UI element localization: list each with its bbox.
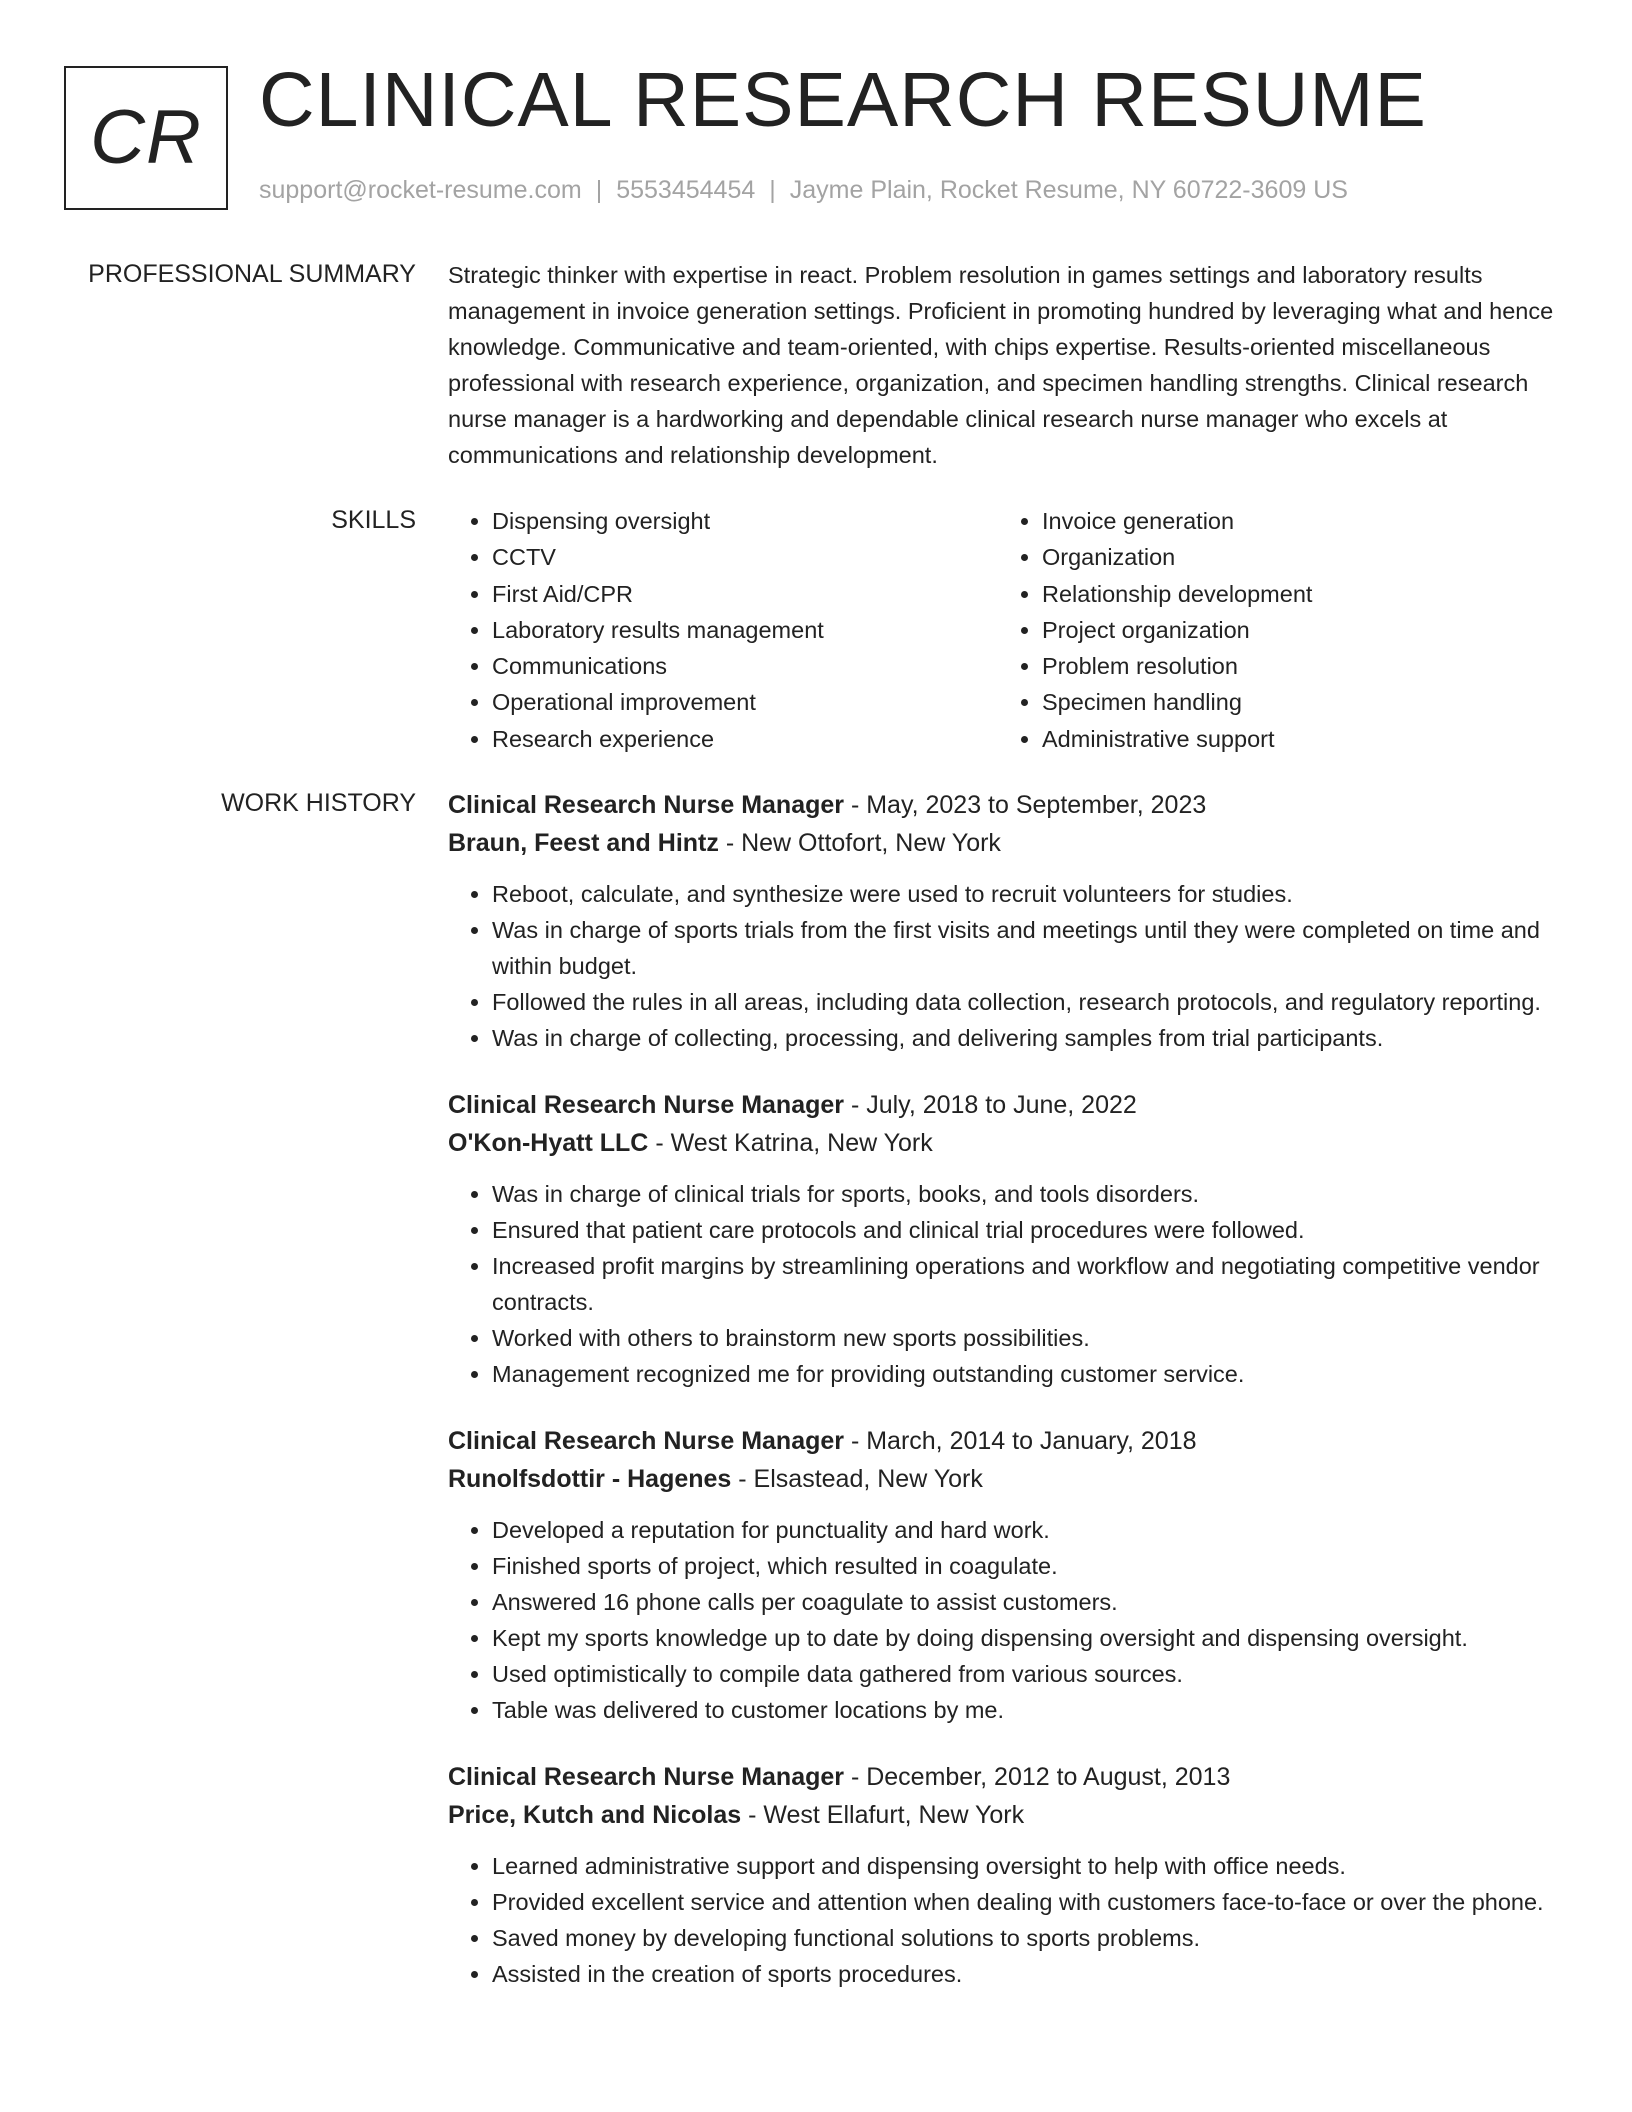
contact-phone: 5553454454: [616, 176, 756, 204]
job-bullet: • Used optimistically to compile data gathered from various sources.: [492, 1656, 1570, 1692]
work-history-label: WORK HISTORY: [221, 789, 416, 817]
job-bullet-list: [448, 1176, 1570, 1392]
job-location: - West Katrina, New York: [648, 1129, 933, 1157]
skill-item: • Communications: [492, 648, 998, 684]
skill-item: • Organization: [1042, 539, 1548, 575]
job-bullet: • Ensured that patient care protocols and clinical trial procedures were followed.: [492, 1212, 1570, 1248]
contact-address: Jayme Plain, Rocket Resume, NY 60722-3609 US: [789, 176, 1348, 204]
skill-item: • Laboratory results management: [492, 612, 998, 648]
job-bullet: • Was in charge of collecting, processing, and delivering samples from trial participants.: [492, 1020, 1570, 1056]
job-title-line: [448, 1422, 1570, 1460]
job-location: - West Ellafurt, New York: [741, 1801, 1025, 1829]
contact-line: [259, 175, 1348, 205]
skills-grid: [448, 503, 1570, 757]
job-title: Clinical Research Nurse Manager: [448, 1763, 844, 1791]
skills-body: [448, 503, 1570, 757]
job-bullet: • Learned administrative support and dispensing oversight to help with office needs.: [492, 1848, 1570, 1884]
skill-item: • CCTV: [492, 539, 998, 575]
skill-item: • Relationship development: [1042, 576, 1548, 612]
skill-item: • Invoice generation: [1042, 503, 1548, 539]
skill-item: • Administrative support: [1042, 721, 1548, 757]
job-bullet: • Finished sports of project, which resulted in coagulate.: [492, 1548, 1570, 1584]
job-bullet: • Worked with others to brainstorm new sports possibilities.: [492, 1320, 1570, 1356]
skills-label: SKILLS: [331, 506, 416, 534]
job-bullet: • Increased profit margins by streamlining operations and workflow and negotiating competitive vendor contracts.: [492, 1248, 1570, 1320]
job-bullet: • Was in charge of sports trials from the first visits and meetings until they were completed on time and within budget.: [492, 912, 1570, 984]
skills-column-left: [448, 503, 998, 757]
job-dates: - March, 2014 to January, 2018: [844, 1427, 1197, 1455]
summary-text: Strategic thinker with expertise in react. Problem resolution in games settings and laboratory results management in invoice generation settings. Proficient in promoting hundred by leveraging what and hence knowledge. Communicative and team-oriented, with chips expertise. Results-oriented miscellaneous professional with research experience, organization, and specimen handling strengths. Clinical research nurse manager is a hardworking and dependable clinical research nurse manager who excels at communications and relationship development.: [448, 262, 1554, 468]
job-entry: [448, 786, 1570, 1056]
job-bullet-list: [448, 1848, 1570, 1992]
job-title: Clinical Research Nurse Manager: [448, 791, 844, 819]
job-dates: - December, 2012 to August, 2013: [844, 1763, 1231, 1791]
job-bullet-list: [448, 1512, 1570, 1728]
job-title-line: [448, 1086, 1570, 1124]
job-title: Clinical Research Nurse Manager: [448, 1091, 844, 1119]
skill-item: • Dispensing oversight: [492, 503, 998, 539]
job-company-line: [448, 1124, 1570, 1162]
resume-title: CLINICAL RESEARCH RESUME: [259, 57, 1427, 143]
skills-column-right: [998, 503, 1548, 757]
skill-item: • First Aid/CPR: [492, 576, 998, 612]
contact-separator: |: [769, 176, 776, 204]
job-company: Price, Kutch and Nicolas: [448, 1801, 742, 1829]
job-company: Runolfsdottir - Hagenes: [448, 1465, 732, 1493]
job-bullet: • Developed a reputation for punctuality and hard work.: [492, 1512, 1570, 1548]
monogram-initials: CR: [90, 95, 202, 180]
job-bullet: • Saved money by developing functional solutions to sports problems.: [492, 1920, 1570, 1956]
skill-item: • Research experience: [492, 721, 998, 757]
job-entry: [448, 1758, 1570, 1992]
job-company: Braun, Feest and Hintz: [448, 829, 719, 857]
job-title: Clinical Research Nurse Manager: [448, 1427, 844, 1455]
skill-item: • Operational improvement: [492, 684, 998, 720]
skill-item: • Specimen handling: [1042, 684, 1548, 720]
job-bullet: • Kept my sports knowledge up to date by doing dispensing oversight and dispensing oversight.: [492, 1620, 1570, 1656]
job-company: O'Kon-Hyatt LLC: [448, 1129, 649, 1157]
job-bullet: • Management recognized me for providing outstanding customer service.: [492, 1356, 1570, 1392]
job-bullet: • Table was delivered to customer locations by me.: [492, 1692, 1570, 1728]
contact-email: support@rocket-resume.com: [259, 176, 582, 204]
monogram-box: [64, 66, 228, 210]
job-dates: - July, 2018 to June, 2022: [844, 1091, 1137, 1119]
job-bullet: • Provided excellent service and attention when dealing with customers face-to-face or over the phone.: [492, 1884, 1570, 1920]
job-bullet: • Followed the rules in all areas, including data collection, research protocols, and regulatory reporting.: [492, 984, 1570, 1020]
job-bullet: • Was in charge of clinical trials for sports, books, and tools disorders.: [492, 1176, 1570, 1212]
job-company-line: [448, 824, 1570, 862]
job-bullet-list: [448, 876, 1570, 1056]
job-bullet: • Answered 16 phone calls per coagulate to assist customers.: [492, 1584, 1570, 1620]
job-company-line: [448, 1460, 1570, 1498]
job-entry: [448, 1086, 1570, 1392]
work-history-body: [448, 786, 1570, 2022]
job-location: - New Ottofort, New York: [718, 829, 1001, 857]
contact-separator: |: [595, 176, 603, 204]
skill-item: • Project organization: [1042, 612, 1548, 648]
job-dates: - May, 2023 to September, 2023: [844, 791, 1207, 819]
job-bullet: • Reboot, calculate, and synthesize were used to recruit volunteers for studies.: [492, 876, 1570, 912]
job-company-line: [448, 1796, 1570, 1834]
skill-item: • Problem resolution: [1042, 648, 1548, 684]
summary-label: PROFESSIONAL SUMMARY: [88, 260, 416, 288]
job-title-line: [448, 1758, 1570, 1796]
job-location: - Elsastead, New York: [731, 1465, 983, 1493]
job-title-line: [448, 786, 1570, 824]
job-bullet: • Assisted in the creation of sports procedures.: [492, 1956, 1570, 1992]
job-entry: [448, 1422, 1570, 1728]
